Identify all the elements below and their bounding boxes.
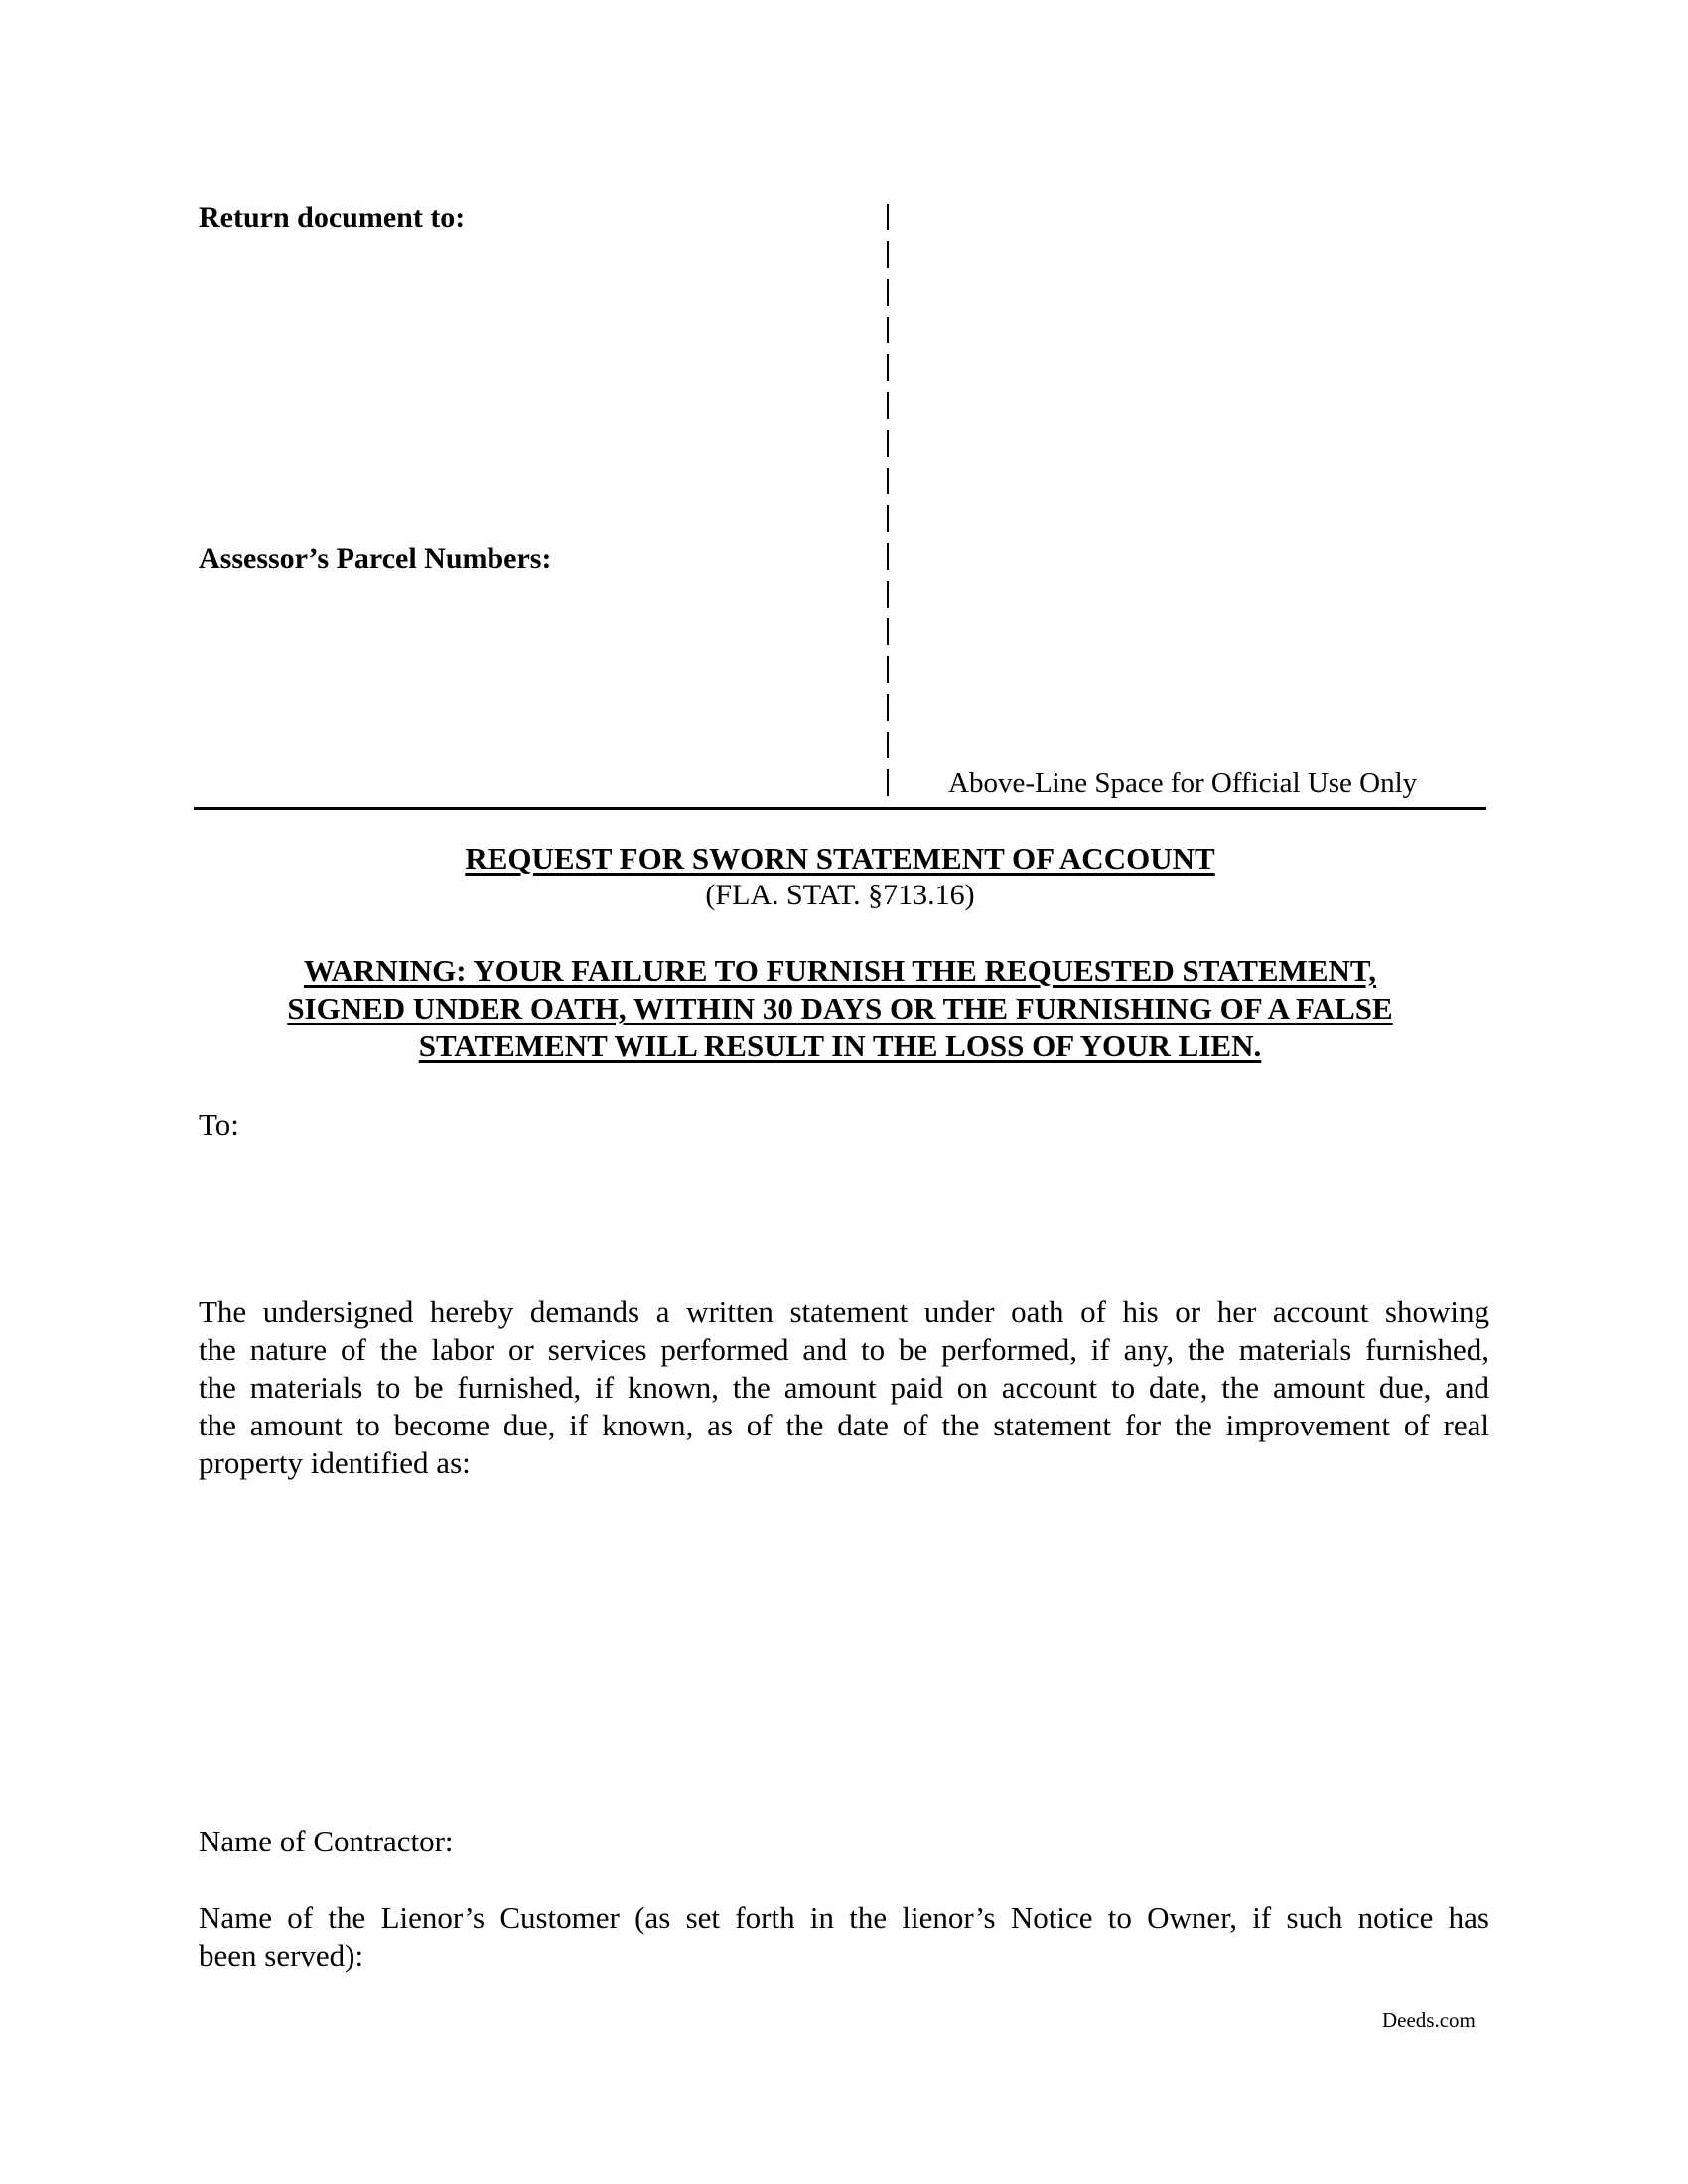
paragraph-line: The undersigned hereby demands a written statement under oath of his or her account showing (199, 1295, 1489, 1329)
paragraph-line: the materials to be furnished, if known, the amount paid on account to date, the amount due, and (199, 1370, 1489, 1405)
customer-paragraph (199, 1899, 1489, 1975)
parcel-numbers-label: Assessor’s Parcel Numbers: (199, 542, 552, 575)
warning-line: WARNING: YOUR FAILURE TO FURNISH THE REQUESTED STATEMENT, (303, 953, 1377, 988)
contractor-label: Name of Contractor: (199, 1824, 454, 1858)
paragraph-line: property identified as: (199, 1445, 471, 1480)
demand-paragraph (199, 1294, 1489, 1482)
to-label: To: (199, 1107, 239, 1142)
paragraph-line: the nature of the labor or services performed and to be performed, if any, the materials furnished, (199, 1332, 1489, 1367)
return-document-label: Return document to: (199, 202, 466, 234)
paragraph-line: the amount to become due, if known, as of the date of the statement for the improvement of real (199, 1408, 1489, 1442)
footer-brand: Deeds.com (1382, 2008, 1476, 2032)
warning-block (194, 952, 1486, 1065)
paragraph-line: Name of the Lienor’s Customer (as set forth in the lienor’s Notice to Owner, if such notice has (199, 1900, 1489, 1935)
statute-reference: (FLA. STAT. §713.16) (705, 879, 975, 911)
document-title: REQUEST FOR SWORN STATEMENT OF ACCOUNT (465, 841, 1215, 876)
official-use-divider (887, 204, 891, 804)
recording-area-divider (194, 807, 1486, 810)
warning-line: SIGNED UNDER OATH, WITHIN 30 DAYS OR THE FURNISHING OF A FALSE (287, 991, 1393, 1025)
paragraph-line: been served): (199, 1938, 364, 1973)
official-use-note: Above-Line Space for Official Use Only (948, 767, 1418, 799)
warning-line: STATEMENT WILL RESULT IN THE LOSS OF YOUR LIEN. (418, 1028, 1262, 1063)
